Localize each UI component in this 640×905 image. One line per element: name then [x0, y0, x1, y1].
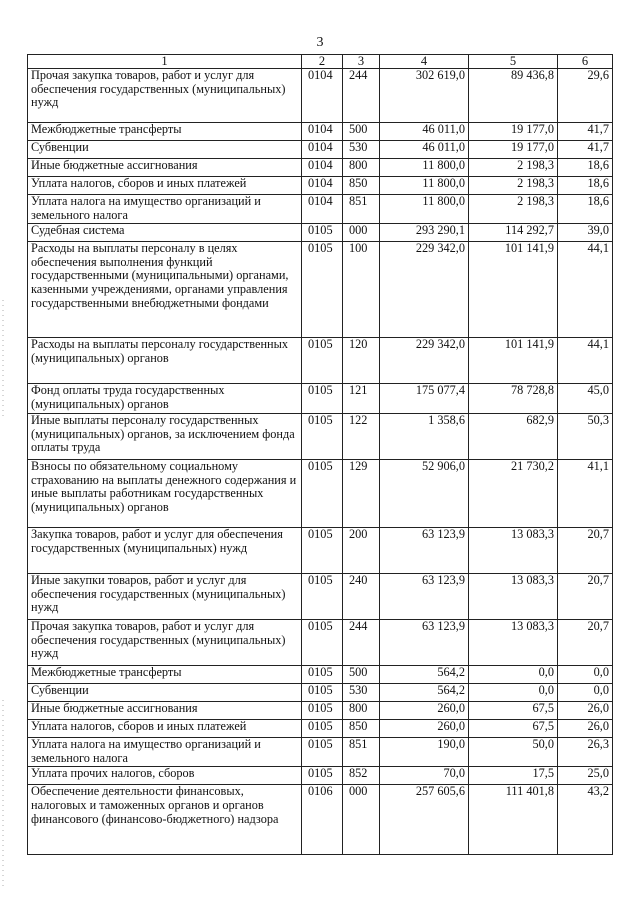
execution-percent: 18,6 [558, 177, 613, 195]
section-code: 0105 [302, 684, 343, 702]
column-header: 3 [343, 55, 380, 69]
executed-amount: 2 198,3 [469, 177, 558, 195]
page-number: 3 [316, 35, 324, 50]
section-code: 0105 [302, 720, 343, 738]
table-row [28, 720, 613, 738]
row-name: Расходы на выплаты персоналу государственных (муниципальных) органов [28, 338, 302, 384]
table-row [28, 242, 613, 338]
table-row [28, 177, 613, 195]
executed-amount: 17,5 [469, 767, 558, 785]
expense-type-code: 100 [343, 242, 380, 338]
expense-type-code: 122 [343, 414, 380, 460]
section-code: 0105 [302, 384, 343, 414]
executed-amount: 2 198,3 [469, 195, 558, 224]
section-code: 0104 [302, 141, 343, 159]
expense-type-code: 852 [343, 767, 380, 785]
section-code: 0104 [302, 195, 343, 224]
execution-percent: 25,0 [558, 767, 613, 785]
execution-percent: 43,2 [558, 785, 613, 855]
executed-amount: 21 730,2 [469, 460, 558, 528]
table-row [28, 702, 613, 720]
planned-amount: 1 358,6 [380, 414, 469, 460]
table-row [28, 159, 613, 177]
table-row [28, 666, 613, 684]
executed-amount: 89 436,8 [469, 69, 558, 123]
planned-amount: 46 011,0 [380, 141, 469, 159]
expense-type-code: 244 [343, 69, 380, 123]
planned-amount: 257 605,6 [380, 785, 469, 855]
executed-amount: 101 141,9 [469, 242, 558, 338]
table-row [28, 785, 613, 855]
planned-amount: 70,0 [380, 767, 469, 785]
row-name: Взносы по обязательному социальному страхованию на выплаты денежного содержания и иные выплаты работникам государственных (муниципальных) органов [28, 460, 302, 528]
execution-percent: 18,6 [558, 195, 613, 224]
planned-amount: 564,2 [380, 666, 469, 684]
table-header-row [28, 55, 613, 69]
column-header: 6 [558, 55, 613, 69]
executed-amount: 682,9 [469, 414, 558, 460]
section-code: 0105 [302, 224, 343, 242]
planned-amount: 52 906,0 [380, 460, 469, 528]
table-row [28, 620, 613, 666]
expense-type-code: 850 [343, 177, 380, 195]
column-header: 4 [380, 55, 469, 69]
execution-percent: 29,6 [558, 69, 613, 123]
row-name: Межбюджетные трансферты [28, 666, 302, 684]
row-name: Иные закупки товаров, работ и услуг для обеспечения государственных (муниципальных) нужд [28, 574, 302, 620]
column-header: 5 [469, 55, 558, 69]
section-code: 0106 [302, 785, 343, 855]
expense-type-code: 530 [343, 684, 380, 702]
row-name: Прочая закупка товаров, работ и услуг для обеспечения государственных (муниципальных) нужд [28, 69, 302, 123]
row-name: Иные бюджетные ассигнования [28, 702, 302, 720]
planned-amount: 63 123,9 [380, 528, 469, 574]
section-code: 0105 [302, 767, 343, 785]
executed-amount: 19 177,0 [469, 141, 558, 159]
expense-type-code: 800 [343, 702, 380, 720]
section-code: 0104 [302, 177, 343, 195]
row-name: Иные выплаты персоналу государственных (муниципальных) органов, за исключением фонда оплаты труда [28, 414, 302, 460]
section-code: 0105 [302, 702, 343, 720]
row-name: Фонд оплаты труда государственных (муниципальных) органов [28, 384, 302, 414]
table-row [28, 224, 613, 242]
expense-type-code: 851 [343, 738, 380, 767]
section-code: 0105 [302, 620, 343, 666]
section-code: 0104 [302, 123, 343, 141]
executed-amount: 2 198,3 [469, 159, 558, 177]
section-code: 0105 [302, 574, 343, 620]
planned-amount: 175 077,4 [380, 384, 469, 414]
execution-percent: 44,1 [558, 338, 613, 384]
row-name: Уплата прочих налогов, сборов [28, 767, 302, 785]
expense-type-code: 000 [343, 224, 380, 242]
row-name: Судебная система [28, 224, 302, 242]
section-code: 0105 [302, 666, 343, 684]
scan-margin-artifact [2, 300, 4, 420]
expense-type-code: 000 [343, 785, 380, 855]
executed-amount: 67,5 [469, 720, 558, 738]
executed-amount: 13 083,3 [469, 620, 558, 666]
table-row [28, 528, 613, 574]
planned-amount: 229 342,0 [380, 242, 469, 338]
table-row [28, 574, 613, 620]
table-row [28, 414, 613, 460]
planned-amount: 11 800,0 [380, 177, 469, 195]
execution-percent: 45,0 [558, 384, 613, 414]
execution-percent: 20,7 [558, 620, 613, 666]
planned-amount: 293 290,1 [380, 224, 469, 242]
executed-amount: 13 083,3 [469, 574, 558, 620]
execution-percent: 26,0 [558, 702, 613, 720]
row-name: Иные бюджетные ассигнования [28, 159, 302, 177]
planned-amount: 190,0 [380, 738, 469, 767]
table-row [28, 767, 613, 785]
expense-type-code: 500 [343, 123, 380, 141]
section-code: 0104 [302, 69, 343, 123]
execution-percent: 0,0 [558, 684, 613, 702]
table-row [28, 738, 613, 767]
row-name: Субвенции [28, 141, 302, 159]
row-name: Межбюджетные трансферты [28, 123, 302, 141]
table-row [28, 460, 613, 528]
planned-amount: 564,2 [380, 684, 469, 702]
expense-type-code: 850 [343, 720, 380, 738]
row-name: Субвенции [28, 684, 302, 702]
executed-amount: 78 728,8 [469, 384, 558, 414]
planned-amount: 229 342,0 [380, 338, 469, 384]
expense-type-code: 120 [343, 338, 380, 384]
table-row [28, 684, 613, 702]
expense-type-code: 500 [343, 666, 380, 684]
section-code: 0105 [302, 738, 343, 767]
table-row [28, 384, 613, 414]
expense-type-code: 244 [343, 620, 380, 666]
execution-percent: 0,0 [558, 666, 613, 684]
executed-amount: 13 083,3 [469, 528, 558, 574]
executed-amount: 114 292,7 [469, 224, 558, 242]
planned-amount: 11 800,0 [380, 195, 469, 224]
expense-type-code: 129 [343, 460, 380, 528]
planned-amount: 46 011,0 [380, 123, 469, 141]
scan-margin-artifact [2, 700, 4, 890]
execution-percent: 41,7 [558, 123, 613, 141]
section-code: 0105 [302, 460, 343, 528]
planned-amount: 302 619,0 [380, 69, 469, 123]
table-row [28, 123, 613, 141]
expense-type-code: 800 [343, 159, 380, 177]
execution-percent: 26,0 [558, 720, 613, 738]
execution-percent: 18,6 [558, 159, 613, 177]
executed-amount: 101 141,9 [469, 338, 558, 384]
table-row [28, 69, 613, 123]
budget-table [27, 54, 613, 855]
table-row [28, 141, 613, 159]
execution-percent: 39,0 [558, 224, 613, 242]
execution-percent: 41,1 [558, 460, 613, 528]
row-name: Уплата налога на имущество организаций и земельного налога [28, 195, 302, 224]
executed-amount: 67,5 [469, 702, 558, 720]
execution-percent: 20,7 [558, 528, 613, 574]
row-name: Уплата налога на имущество организаций и земельного налога [28, 738, 302, 767]
section-code: 0104 [302, 159, 343, 177]
section-code: 0105 [302, 338, 343, 384]
section-code: 0105 [302, 528, 343, 574]
planned-amount: 11 800,0 [380, 159, 469, 177]
expense-type-code: 530 [343, 141, 380, 159]
expense-type-code: 851 [343, 195, 380, 224]
table-row [28, 195, 613, 224]
executed-amount: 0,0 [469, 666, 558, 684]
expense-type-code: 200 [343, 528, 380, 574]
execution-percent: 50,3 [558, 414, 613, 460]
row-name: Закупка товаров, работ и услуг для обеспечения государственных (муниципальных) нужд [28, 528, 302, 574]
expense-type-code: 121 [343, 384, 380, 414]
row-name: Обеспечение деятельности финансовых, налоговых и таможенных органов и органов финансового (финансово-бюджетного) надзора [28, 785, 302, 855]
section-code: 0105 [302, 242, 343, 338]
planned-amount: 63 123,9 [380, 620, 469, 666]
row-name: Расходы на выплаты персоналу в целях обеспечения выполнения функций государственными (муниципальными) органами, казенными учреждениями, органами управления государственными внебюджетными фондами [28, 242, 302, 338]
column-header: 1 [28, 55, 302, 69]
planned-amount: 63 123,9 [380, 574, 469, 620]
executed-amount: 111 401,8 [469, 785, 558, 855]
execution-percent: 44,1 [558, 242, 613, 338]
execution-percent: 41,7 [558, 141, 613, 159]
executed-amount: 0,0 [469, 684, 558, 702]
column-header: 2 [302, 55, 343, 69]
table-row [28, 338, 613, 384]
executed-amount: 50,0 [469, 738, 558, 767]
expense-type-code: 240 [343, 574, 380, 620]
executed-amount: 19 177,0 [469, 123, 558, 141]
row-name: Уплата налогов, сборов и иных платежей [28, 720, 302, 738]
execution-percent: 26,3 [558, 738, 613, 767]
section-code: 0105 [302, 414, 343, 460]
planned-amount: 260,0 [380, 720, 469, 738]
row-name: Прочая закупка товаров, работ и услуг для обеспечения государственных (муниципальных) нужд [28, 620, 302, 666]
planned-amount: 260,0 [380, 702, 469, 720]
execution-percent: 20,7 [558, 574, 613, 620]
row-name: Уплата налогов, сборов и иных платежей [28, 177, 302, 195]
